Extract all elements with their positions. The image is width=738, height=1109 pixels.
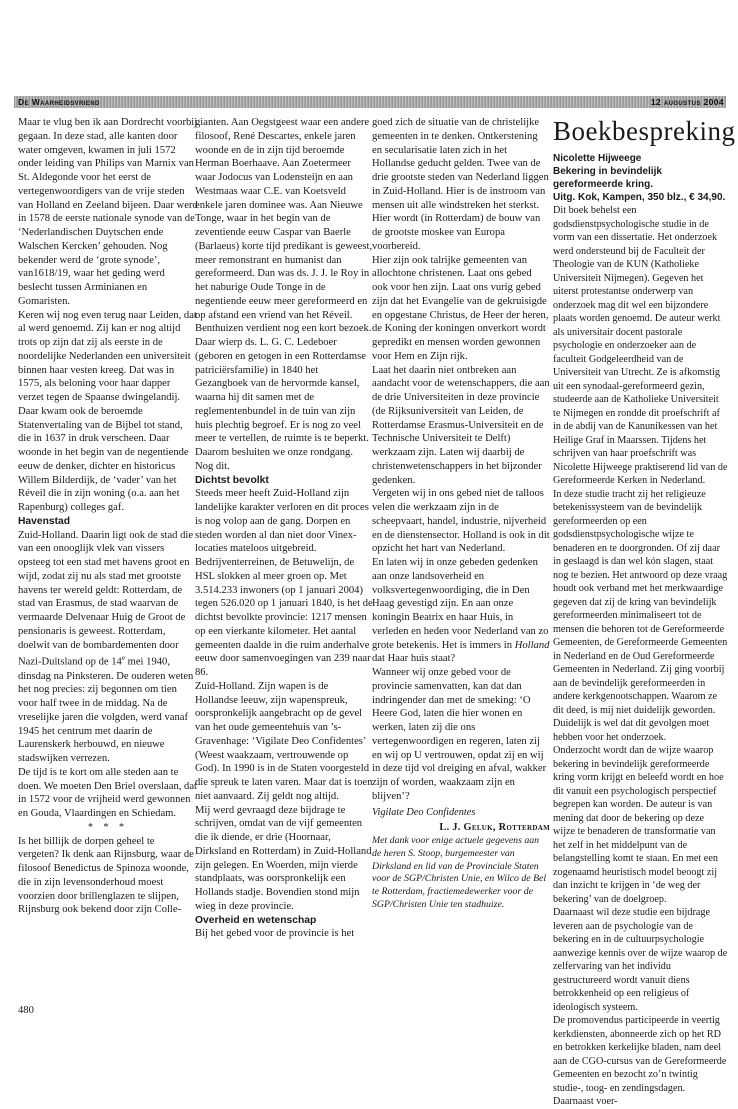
book-title: Bekering in bevindelijk gereformeerde kring. [553, 166, 662, 190]
paragraph: Mij werd gevraagd deze bijdrage te schrijven, omdat van de vijf gemeenten die ik diende, er drie (Hoornaar, Dirksland en Rotterdam) in Zuid-Holland zijn gelegen. En Woerden, mijn vierde standplaats, was oorspronkelijk een Hollands stadje. Bovendien stond mijn wieg in deze provincie. [195, 804, 372, 912]
paragraph: Wanneer wij onze gebed voor de provincie samenvatten, kan dat dan indringender dan met de smeking: ‘O Heere God, laten die hier wonen en werken, laten zij die ons vertegenwoordigen en regeren, laten zij en wij op U vertrouwen, opdat zij en wij in deze tijd vol dreiging en afval, wakker zijn of worden, waakzaam zijn en blijven’? [372, 667, 547, 802]
book-author: Nicolette Hijweege [553, 153, 642, 164]
page-number: 480 [18, 1005, 34, 1016]
publication-name: De Waarheidsvriend [18, 97, 100, 107]
paragraph: Hier zijn ook talrijke gemeenten van allochtone christenen. Laat ons gebed ook voor hen zijn. Laat ons vurig gebed zijn dat het Evangelie van de gekruisigde en opgestane Christus, de Heer der heren, de Koning der koningen onverkort wordt gepredikt en mensen worden gewonnen voor Hem en Zijn rijk. [372, 254, 549, 362]
author-signature: L. J. Geluk, Rotterdam [439, 822, 550, 834]
section-divider: * * * [88, 821, 128, 833]
paragraph: Dit boek behelst een godsdienstpsychologische studie in de vorm van een dissertatie. Het onderzoek werd ondersteund bij de Faculteit der Theologie van de KUN (Katholieke Universiteit Nijmegen). Gegeven het uiterst protestantse onderwerp van onderzoek mag dit wel een bijzondere plaats worden genoemd. De auteur werkt als universitair docent pastorale psychologie en onderzoeker aan de faculteit Godgeleerdheid van de Universiteit van Utrecht. Ze is afkomstig uit een synodaal-gereformeerd gezin, studeerde aan de Katholieke Universiteit te Nijmegen en rondde dit proefschrift af in de abdij van de Kanunikessen van het Heilige Graf in Maarssen. Tijdens het schrijven van haar proefschrift was Nicolette Hijweege praktiserend lid van de Gereformeerde Kerken in Nederland. [553, 205, 728, 486]
review-title: Boekbespreking [553, 116, 736, 146]
paragraph: En laten wij in onze gebeden gedenken aan onze landsoverheid en volksvertegenwoordiging, die in Den Haag gevestigd zijn. En aan onze koningin Beatrix en haar Huis, in verleden en heden voor Nederland van zo grote betekenis. Het is immers in Holland dat Haar huis staat? [372, 557, 550, 665]
signature-row [372, 821, 550, 835]
section-heading-havenstad: Havenstad [18, 515, 71, 527]
column-1 [18, 116, 198, 917]
paragraph: gianten. Aan Oegstgeest waar een andere filosoof, René Descartes, enkele jaren woonde en de in zijn tijd beroemde Herman Boerhaave. Aan Zoetermeer waar Jodocus van Lodensteijn en aan Westmaas waar C.E. van Koetsveld enkele jaren dominee was. Aan Nieuwe Tonge, waar in het begin van de zeventiende eeuw Caspar van Baerle (Barlaeus) korte tijd predikant is geweest, meer remonstrant en humanist dan gereformeerd. Dan was ds. J. J. le Roy in het naburige Oude Tonge in de negentiende eeuw meer gereformeerd en op afstand een vriend van het Réveil. Benthuizen verdient nog een kort bezoek. Daar wierp ds. L. G. C. Ledeboer (geboren en getogen in een Rotterdamse patriciërsfamilie) in 1840 het Gezangboek van de hervormde kansel, waarna hij dit samen met de reglementenbundel in de tuin van zijn huis plechtig begroef. Er is nog zo veel meer te vertellen, de ruimte is te beperkt. Daarom besluiten we onze rondgang. Nog dit. [195, 117, 373, 472]
paragraph: Maar te vlug ben ik aan Dordrecht voorbij gegaan. In deze stad, alle kanten door water omgeven, kwamen in juli 1572 onder leiding van Philips van Marnix van St. Aldegonde voor het eerst de vertegenwoordigers van de vrije steden van Holland en Zeeland bijeen. Daar werd in 1578 de eerste nationale synode van de ‘Nederlandischen Duytschen ende Walschen Kercken’ gehouden. Nog bekender werd de ‘grote synode’, van1618/19, waar het geding werd beslecht tussen Arminianen en Gomaristen. [18, 117, 198, 307]
paragraph: Daarnaast wil deze studie een bijdrage leveren aan de psychologie van de bekering en in de cultuurpsychologie aanwezige kennis over de wijze waarop de zelfervaring van het individu gestructureerd wordt vanuit diens betrokkenheid op een religieus of ideologisch systeem. [553, 907, 728, 1013]
paragraph: De tijd is te kort om alle steden aan te doen. We moeten Den Briel overslaan, dat in 1572 voor de vrijheid werd gewonnen en Gouda, Vlaardingen en Schiedam. [18, 766, 197, 820]
paragraph: Zuid-Holland. Zijn wapen is de Hollandse leeuw, zijn wapenspreuk, oorspronkelijk aangebracht op de gevel van het oude gemeentehuis van ’s-Gravenhage: ‘Vigilate Deo Confidentes’ (Weest waakzaam, vertrouwende op God). In 1990 is in de Staten voorgesteld die spreuk te laten varen. Maar dat is toen niet aanvaard. Zij geldt nog altijd. [195, 680, 373, 802]
column-3 [372, 116, 550, 912]
paragraph: Bij het gebed voor de provincie is het [195, 928, 355, 940]
paragraph: De promovendus participeerde in veertig kerkdiensten, abonneerde zich op het RD en betrokken kerkelijke bladen, nam deel aan de CGO-cursus van de Gereformeerde Gemeenten en bezocht zo’n twintig studie-, toog- en zendingsdagen. Daarnaast voer- [553, 1015, 727, 1107]
section-heading-overheid: Overheid en wetenschap [195, 914, 317, 926]
paragraph: Steeds meer heeft Zuid-Holland zijn landelijke karakter verloren en dit proces is nog volop aan de gang. Dorpen en steden worden al dan niet door Vinex-locaties mateloos uitgebreid. Bedrijventerreinen, de Betuwelijn, de HSL slokken al meer groen op. Met 3.514.233 inwoners (op 1 januari 2004) tegen 526.020 op 1 januari 1840, is het de dichtst bevolkte provincie: 1217 mensen op een vierkante kilometer. Het aantal gemeenten daalde in die ruim anderhalve eeuw door samenvoegingen van 239 naar 86. [195, 488, 373, 678]
footnote: Met dank voor enige actuele gegevens aan de heren S. Stoop, burgemeester van Dirksland en lid van de Provinciale Staten voor de SGP/Christen Unie, en Wilco de Bel te Rotterdam, fractiemedewerker voor de SGP/Christen Unie ten stadhuize. [372, 835, 547, 910]
issue-date: 12 augustus 2004 [650, 97, 724, 107]
column-2 [195, 116, 373, 941]
motto: Vigilate Deo Confidentes [372, 806, 476, 818]
paragraph: Onderzocht wordt dan de wijze waarop bekering in bevindelijk gereformeerde kring vorm krijgt en beleefd wordt en hoe dit vanuit een psychologisch perspectief begrepen kan worden. De auteur is van mening dat door de bekering op deze wijze te benaderen de transformatie van het zelf in het middelpunt van de belangstelling komt te staan. En met een zogenaamd heuristisch model beoogt zij dan inzicht te krijgen in ‘de weg der bekering’ van de doelgroep. [553, 745, 724, 905]
paragraph: Is het billijk de dorpen geheel te vergeten? Ik denk aan Rijnsburg, waar de filosoof Benedictus de Spinoza woonde, die in zijn levensonderhoud moest voorzien door brillenglazen te slijpen, Rijnsburg ook bekend door zijn Colle- [18, 835, 194, 916]
paragraph: goed zich de situatie van de christelijke gemeenten in te denken. Ontkerstening en secularisatie laten zich in het Hollandse geducht gelden. Twee van de drie grootste steden van Nederland liggen in Zuid-Holland. Hier is de instroom van mensen uit alle windstreken het sterkst. Hier wordt (in Rotterdam) de bouw van de grootste moskee van Europa voorbereid. [372, 117, 549, 252]
column-4-book-review [553, 116, 736, 1109]
paragraph: Keren wij nog even terug naar Leiden, dat al werd genoemd. Zij kan er nog altijd trots op zijn dat zij als eerste in de noordelijke Nederlanden een universiteit binnen haar vesten kreeg. Dat was in 1575, als beloning voor haar dapper verzet tegen de Spaanse dwingelandij. Daar kwam ook de beroemde Statenvertaling van de Bijbel tot stand, die in 1637 in druk verscheen. Daar woonde in het begin van de negentiende eeuw de denker, dichter en historicus Willem Bilderdijk, de ‘vader’ van het Réveil die in zijn woning (o.a. aan het Rapenburg) colleges gaf. [18, 309, 197, 513]
section-heading-dichtst-bevolkt: Dichtst bevolkt [195, 474, 269, 486]
paragraph: Laat het daarin niet ontbreken aan aandacht voor de wetenschappers, die aan de drie Universiteiten in deze provincie (de Rijksuniversiteit van Leiden, de Rotterdamse Erasmus-Universiteit en de Technische Universiteit te Delft) werkzaam zijn. Laten wij daarbij de christenwetenschappers in het bijzonder gedenken. [372, 364, 550, 486]
header-bar [14, 96, 726, 108]
book-publisher: Uitg. Kok, Kampen, 350 blz., € 34,90. [553, 192, 726, 203]
paragraph: In deze studie tracht zij het religieuze betekenissysteem van de bevindelijk gereformeerden op een godsdienstpsychologische wijze te benaderen en te doorgronden. Of zij daar in geslaagd is dan wel kón slagen, staat nog te bezien. Het antwoord op deze vraag houdt ook verband met het merkwaardige gegeven dat zij de kring van bevindelijk gereformeerden minimaliseert tot de mensen die behoren tot de Gereformeerde Gemeenten, de Gereformeerde Gemeenten in Nederland en de Oud Gereformeerde Gemeenten in Nederland. Zij ging voorbij aan de bevindelijk gereformeerden in andere kerkgenootschappen. Waarom ze dit deed, is mij niet duidelijk geworden. Duidelijk is wel dat dit gevolgen moet hebben voor het onderzoek. [553, 488, 728, 743]
signature-row [372, 806, 550, 820]
paragraph: Vergeten wij in ons gebed niet de talloos velen die werkzaam zijn in de scheepvaart, handel, industrie, nijverheid en de dienstensector. Holland is ook in dit opzicht het hart van Nederland. [372, 488, 550, 555]
paragraph: Zuid-Holland. Daarin ligt ook de stad die van een onooglijk vlek van vissers opsteeg tot een stad met havens groot en wijd, zodat zij nu als stad met grootste havens ter wereld geldt: Rotterdam, de stad van Erasmus, de stad waarvan de vermaarde Delvenaar Huig de Groot de pensionaris is geweest. Rotterdam, doelwit van de bombardementen door Nazi-Duitsland op de 14e mei 1940, dinsdag na Pinksteren. De ouderen weten het nog precies: zij begonnen om tien voor half twee in de middag. Na de vreselijke jaren die volgden, werd vanaf 1945 het centrum met daarin de Laurenskerk herbouwd, en nieuwe stadswijken verrezen. [18, 529, 194, 765]
